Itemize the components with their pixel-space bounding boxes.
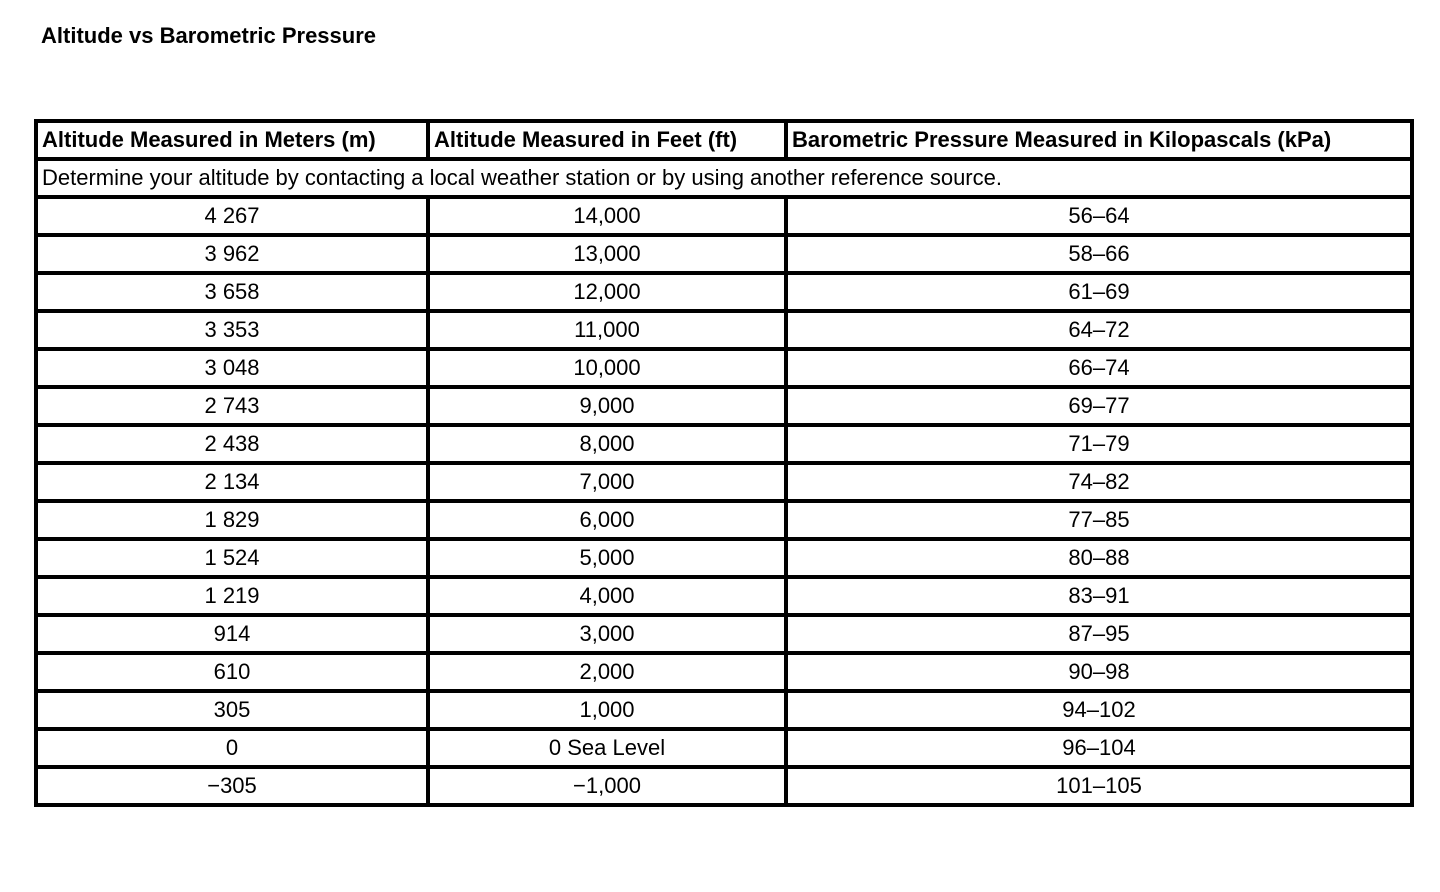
- cell-pressure: 90–98: [786, 653, 1412, 691]
- cell-feet: 2,000: [428, 653, 786, 691]
- table-row: [36, 425, 1412, 463]
- cell-meters: 4 267: [36, 197, 428, 235]
- cell-feet: −1,000: [428, 767, 786, 805]
- cell-meters: 1 219: [36, 577, 428, 615]
- cell-pressure: 83–91: [786, 577, 1412, 615]
- cell-feet: 9,000: [428, 387, 786, 425]
- cell-meters: 2 743: [36, 387, 428, 425]
- cell-meters: 0: [36, 729, 428, 767]
- cell-feet: 8,000: [428, 425, 786, 463]
- table-row: [36, 691, 1412, 729]
- note-text: Determine your altitude by contacting a local weather station or by using another reference source.: [36, 159, 1412, 197]
- cell-feet: 6,000: [428, 501, 786, 539]
- cell-feet: 4,000: [428, 577, 786, 615]
- table-row: [36, 311, 1412, 349]
- table-row: [36, 273, 1412, 311]
- header-row: [36, 121, 1412, 159]
- cell-feet: 5,000: [428, 539, 786, 577]
- cell-feet: 3,000: [428, 615, 786, 653]
- table-row: [36, 463, 1412, 501]
- cell-pressure: 69–77: [786, 387, 1412, 425]
- cell-meters: 2 438: [36, 425, 428, 463]
- table-row: [36, 539, 1412, 577]
- cell-meters: 3 048: [36, 349, 428, 387]
- cell-feet: 11,000: [428, 311, 786, 349]
- cell-feet: 13,000: [428, 235, 786, 273]
- table-row: [36, 767, 1412, 805]
- cell-pressure: 64–72: [786, 311, 1412, 349]
- cell-feet: 14,000: [428, 197, 786, 235]
- cell-pressure: 96–104: [786, 729, 1412, 767]
- cell-pressure: 74–82: [786, 463, 1412, 501]
- cell-pressure: 71–79: [786, 425, 1412, 463]
- page-title: Altitude vs Barometric Pressure: [41, 23, 377, 48]
- cell-feet: 10,000: [428, 349, 786, 387]
- cell-feet: 1,000: [428, 691, 786, 729]
- cell-meters: −305: [36, 767, 428, 805]
- cell-pressure: 66–74: [786, 349, 1412, 387]
- table-row: [36, 653, 1412, 691]
- cell-feet: 7,000: [428, 463, 786, 501]
- cell-meters: 3 658: [36, 273, 428, 311]
- note-row: [36, 159, 1412, 197]
- cell-pressure: 80–88: [786, 539, 1412, 577]
- cell-pressure: 61–69: [786, 273, 1412, 311]
- cell-pressure: 87–95: [786, 615, 1412, 653]
- cell-meters: 1 829: [36, 501, 428, 539]
- table-row: [36, 577, 1412, 615]
- cell-meters: 3 962: [36, 235, 428, 273]
- cell-meters: 1 524: [36, 539, 428, 577]
- table-row: [36, 349, 1412, 387]
- cell-pressure: 101–105: [786, 767, 1412, 805]
- cell-meters: 610: [36, 653, 428, 691]
- cell-pressure: 77–85: [786, 501, 1412, 539]
- table-row: [36, 387, 1412, 425]
- cell-pressure: 56–64: [786, 197, 1412, 235]
- table-row: [36, 729, 1412, 767]
- cell-meters: 2 134: [36, 463, 428, 501]
- table-row: [36, 615, 1412, 653]
- cell-pressure: 58–66: [786, 235, 1412, 273]
- altitude-pressure-table: [34, 119, 1414, 807]
- cell-meters: 3 353: [36, 311, 428, 349]
- cell-feet: 0 Sea Level: [428, 729, 786, 767]
- table-row: [36, 501, 1412, 539]
- cell-pressure: 94–102: [786, 691, 1412, 729]
- table-row: [36, 235, 1412, 273]
- header-feet: Altitude Measured in Feet (ft): [428, 121, 786, 159]
- cell-feet: 12,000: [428, 273, 786, 311]
- cell-meters: 914: [36, 615, 428, 653]
- header-pressure: Barometric Pressure Measured in Kilopascals (kPa): [786, 121, 1412, 159]
- table-row: [36, 197, 1412, 235]
- cell-meters: 305: [36, 691, 428, 729]
- header-meters: Altitude Measured in Meters (m): [36, 121, 428, 159]
